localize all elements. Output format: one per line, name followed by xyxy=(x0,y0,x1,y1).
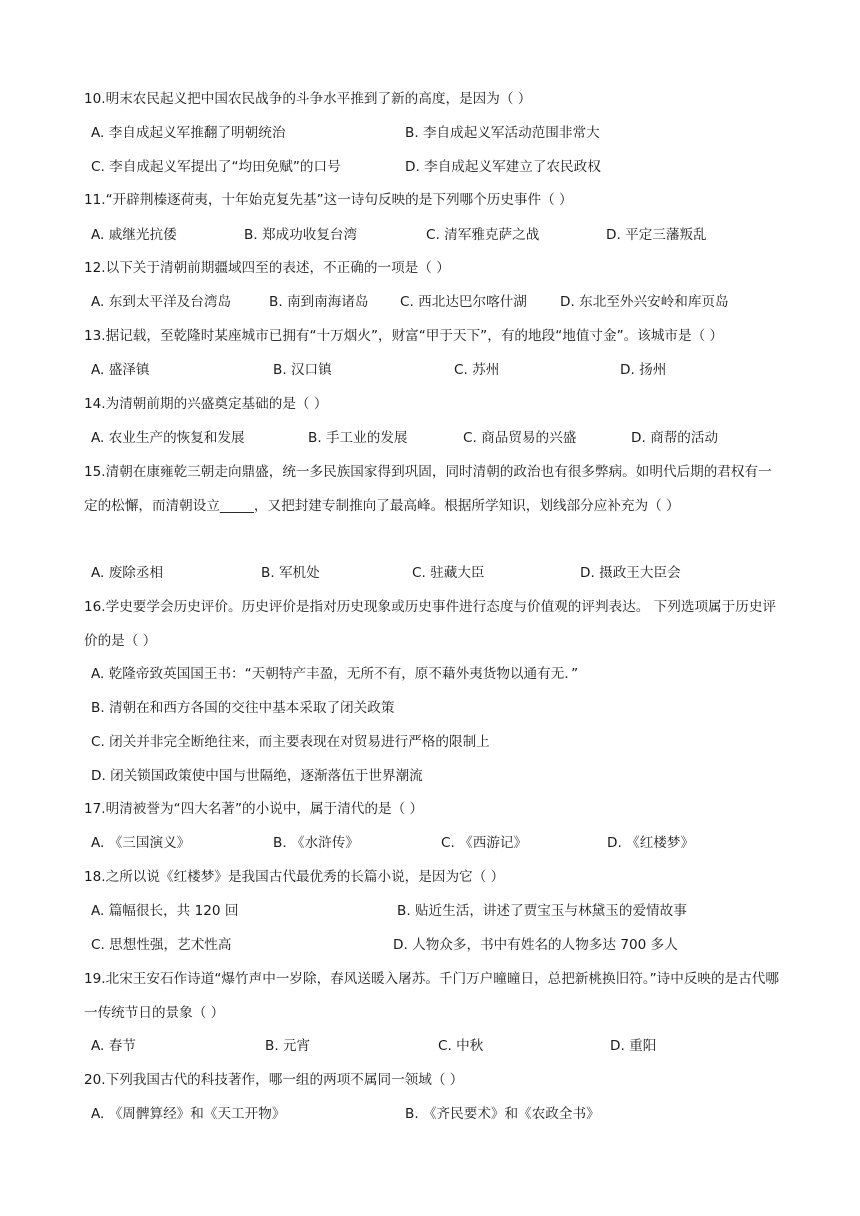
question-10-stem: 10.明末农民起义把中国农民战争的斗争水平推到了新的高度，是因为（ ） xyxy=(84,91,532,107)
question-11-option-a: A. 戚继光抗倭 xyxy=(91,227,177,243)
question-19-stem: 19.北宋王安石作诗道“爆竹声中一岁除，春风送暖入屠苏。千门万户曈曈日，总把新桃换旧符。”诗中反映的是古代哪一传统节日的景象（ ） xyxy=(84,971,779,1021)
question-12-option-a: A. 东到太平洋及台湾岛 xyxy=(91,294,232,310)
question-15-stem: 15.清朝在康雍乾三朝走向鼎盛，统一多民族国家得到巩固，同时清朝的政治也有很多弊病。如明代后期的君权有一定的松懈，而清朝设立_____，又把封建专制推向了最高峰。根据所学知识，划线部分应补充为（ ） xyxy=(84,464,772,514)
question-14-option-a: A. 农业生产的恢复和发展 xyxy=(91,430,245,446)
question-14-stem: 14.为清朝前期的兴盛奠定基础的是（ ） xyxy=(84,396,328,412)
question-12-option-d: D. 东北至外兴安岭和库页岛 xyxy=(560,294,729,310)
question-12-option-c: C. 西北达巴尔喀什湖 xyxy=(400,294,527,310)
question-15-option-b: B. 军机处 xyxy=(261,565,320,581)
question-10-option-d: D. 李自成起义军建立了农民政权 xyxy=(405,159,601,175)
question-11-option-c: C. 清军雅克萨之战 xyxy=(426,227,540,243)
question-16-option-a: A. 乾隆帝致英国国王书：“天朝特产丰盈，无所不有，原不藉外夷货物以通有无．” xyxy=(91,666,579,682)
question-17-option-b: B. 《水浒传》 xyxy=(273,835,359,851)
question-11-option-d: D. 平定三藩叛乱 xyxy=(606,227,707,243)
question-17-option-a: A. 《三国演义》 xyxy=(91,835,191,851)
question-15-option-a: A. 废除丞相 xyxy=(91,565,164,581)
question-11-stem: 11.“开辟荆榛逐荷夷，十年始克复先基”这一诗句反映的是下列哪个历史事件（ ） xyxy=(84,192,573,208)
question-20-stem: 20.下列我国古代的科技著作，哪一组的两项不属同一领域（ ） xyxy=(84,1072,464,1088)
question-13-option-b: B. 汉口镇 xyxy=(273,362,332,378)
question-18-option-a: A. 篇幅很长，共 120 回 xyxy=(91,903,239,919)
question-12-stem: 12.以下关于清朝前期疆域四至的表述，不正确的一项是（ ） xyxy=(84,260,450,276)
question-14-option-c: C. 商品贸易的兴盛 xyxy=(463,430,577,446)
question-10-option-b: B. 李自成起义军活动范围非常大 xyxy=(405,125,600,141)
question-18-stem: 18.之所以说《红楼梦》是我国古代最优秀的长篇小说，是因为它（ ） xyxy=(84,869,505,885)
question-13-option-d: D. 扬州 xyxy=(620,362,667,378)
question-18-option-d: D. 人物众多，书中有姓名的人物多达 700 多人 xyxy=(393,937,678,953)
question-19-option-d: D. 重阳 xyxy=(610,1038,657,1054)
question-14-option-b: B. 手工业的发展 xyxy=(308,430,408,446)
question-13-stem: 13.据记载，至乾隆时某座城市已拥有“十万烟火”，财富“甲于天下”，有的地段“地值寸金”。该城市是（ ） xyxy=(84,328,724,344)
question-13-option-a: A. 盛泽镇 xyxy=(91,362,150,378)
question-16-stem: 16.学史要学会历史评价。历史评价是指对历史现象或历史事件进行态度与价值观的评判表达。 下列选项属于历史评价的是（ ） xyxy=(84,599,777,649)
question-15-option-c: C. 驻藏大臣 xyxy=(412,565,485,581)
question-17-option-c: C. 《西游记》 xyxy=(441,835,528,851)
question-19-option-c: C. 中秋 xyxy=(438,1038,484,1054)
question-17-stem: 17.明清被誉为“四大名著”的小说中，属于清代的是（ ） xyxy=(84,801,424,817)
question-10-option-a: A. 李自成起义军推翻了明朝统治 xyxy=(91,125,286,141)
question-18-option-b: B. 贴近生活，讲述了贾宝玉与林黛玉的爱情故事 xyxy=(397,903,687,919)
question-15-option-d: D. 摄政王大臣会 xyxy=(580,565,681,581)
question-19-option-b: B. 元宵 xyxy=(265,1038,311,1054)
question-11-option-b: B. 郑成功收复台湾 xyxy=(244,227,358,243)
question-14-option-d: D. 商帮的活动 xyxy=(631,430,719,446)
question-10-option-c: C. 李自成起义军提出了“均田免赋”的口号 xyxy=(91,159,341,175)
question-18-option-c: C. 思想性强，艺术性高 xyxy=(91,937,232,953)
question-20-option-a: A. 《周髀算经》和《天工开物》 xyxy=(91,1106,286,1122)
question-20-option-b: B. 《齐民要术》和《农政全书》 xyxy=(405,1106,600,1122)
question-16-option-d: D. 闭关锁国政策使中国与世隔绝，逐渐落伍于世界潮流 xyxy=(91,768,423,784)
question-16-option-c: C. 闭关并非完全断绝往来，而主要表现在对贸易进行严格的限制上 xyxy=(91,734,490,750)
question-17-option-d: D. 《红楼梦》 xyxy=(607,835,695,851)
question-12-option-b: B. 南到南海诸岛 xyxy=(269,294,369,310)
question-16-option-b: B. 清朝在和西方各国的交往中基本采取了闭关政策 xyxy=(91,700,395,716)
question-19-option-a: A. 春节 xyxy=(91,1038,136,1054)
question-13-option-c: C. 苏州 xyxy=(454,362,500,378)
